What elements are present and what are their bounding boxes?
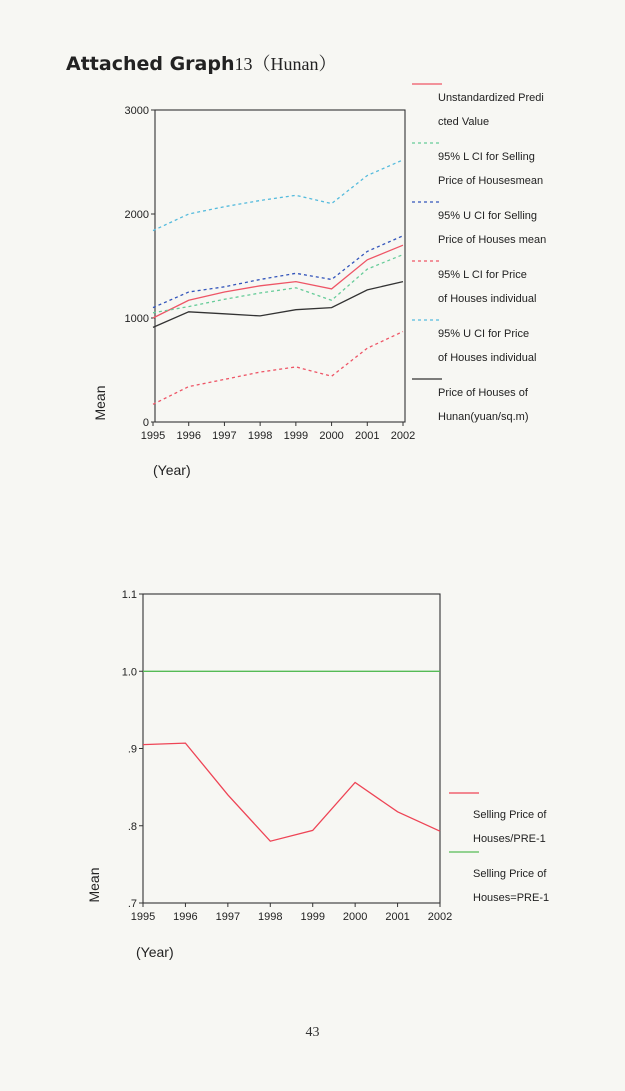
- legend-label-2-0-1: Houses/PRE-1: [473, 833, 546, 845]
- legend-label-1-0-0: Unstandardized Predi: [438, 92, 544, 104]
- y-tick-label-2-3: 1.0: [121, 666, 137, 679]
- x-tick-label-2-6: 2001: [385, 911, 410, 923]
- x-tick-label-1-2: 1997: [212, 430, 237, 442]
- legend-label-1-4-0: 95% U CI for Price: [438, 328, 530, 340]
- legend-label-1-5-1: Hunan(yuan/sq.m): [438, 411, 529, 423]
- page-title-bold: Attached Graph: [66, 53, 235, 75]
- x-tick-label-2-2: 1997: [215, 911, 241, 923]
- legend-label-2-0-0: Selling Price of: [473, 809, 547, 821]
- y-tick-label-2-1: .8: [127, 820, 137, 833]
- x-tick-label-1-7: 2002: [390, 430, 416, 442]
- x-tick-label-1-3: 1998: [247, 430, 273, 442]
- series-line-2-0: [143, 743, 440, 841]
- legend-label-1-1-1: Price of Housesmean: [438, 175, 544, 187]
- x-axis-label-1: (Year): [153, 462, 191, 478]
- y-axis-label-1: Mean: [92, 385, 108, 421]
- page-number: 43: [305, 1025, 320, 1040]
- legend-label-1-4-1: of Houses individual: [438, 352, 537, 364]
- legend-label-1-3-1: of Houses individual: [438, 293, 537, 305]
- legend-label-1-0-1: cted Value: [438, 116, 490, 128]
- x-tick-label-1-0: 1995: [140, 430, 166, 442]
- x-tick-label-2-4: 1999: [300, 911, 325, 923]
- x-tick-label-2-0: 1995: [130, 911, 156, 923]
- legend-label-1-2-1: Price of Houses mean: [438, 234, 547, 246]
- legend-label-1-5-0: Price of Houses of: [438, 387, 528, 399]
- x-tick-label-2-3: 1998: [258, 911, 283, 923]
- y-tick-label-2-4: 1.1: [121, 589, 137, 601]
- legend-label-1-3-0: 95% L CI for Price: [438, 269, 527, 281]
- legend-label-1-2-0: 95% U CI for Selling: [438, 210, 538, 222]
- x-tick-label-2-1: 1996: [173, 911, 198, 923]
- x-tick-label-1-6: 2001: [355, 430, 380, 442]
- y-tick-label-2-2: .9: [127, 743, 137, 756]
- y-tick-label-1-0: 0: [142, 417, 149, 429]
- x-axis-label-2: (Year): [136, 944, 174, 960]
- legend-label-2-1-0: Selling Price of: [473, 868, 547, 880]
- x-tick-label-2-7: 2002: [427, 911, 453, 923]
- legend-label-2-1-1: Houses=PRE-1: [473, 892, 550, 904]
- y-tick-label-1-2: 2000: [124, 209, 149, 221]
- x-tick-label-2-5: 2000: [342, 911, 368, 923]
- y-tick-label-1-1: 1000: [124, 313, 149, 325]
- y-tick-label-2-0: .7: [127, 898, 137, 910]
- x-tick-label-1-1: 1996: [176, 430, 201, 442]
- x-tick-label-1-5: 2000: [319, 430, 344, 442]
- plot-frame-2: [143, 594, 440, 903]
- x-tick-label-1-4: 1999: [283, 430, 309, 442]
- y-tick-label-1-3: 3000: [124, 105, 149, 117]
- legend-label-1-1-0: 95% L CI for Selling: [438, 151, 535, 163]
- y-axis-label-2: Mean: [86, 867, 102, 903]
- page-title-rest: 13（Hunan）: [234, 54, 337, 74]
